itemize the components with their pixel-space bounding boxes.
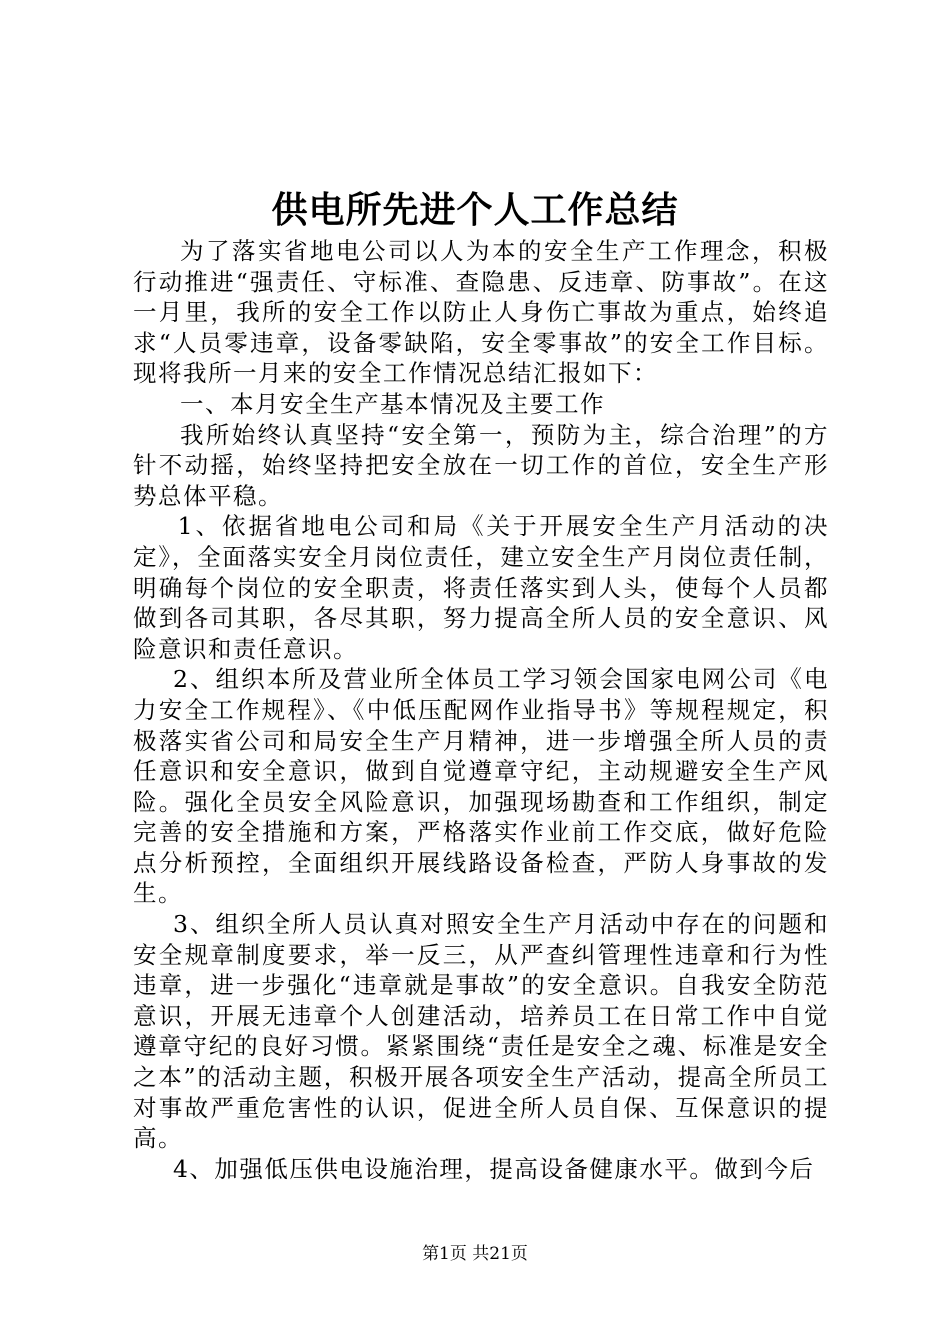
paragraph-item-4: 4、加强低压供电设施治理，提高设备健康水平。做到今后 — [172, 1154, 815, 1183]
paragraph-overview: 我所始终认真坚持“安全第一，预防为主，综合治理”的方针不动摇，始终坚持把安全放在一切工作的首位，安全生产形势总体平稳。 — [133, 420, 829, 510]
paragraph-item-1: 1、依据省地电公司和局《关于开展安全生产月活动的决定》，全面落实安全月岗位责任，建立安全生产月岗位责任制，明确每个岗位的安全职责，将责任落实到人头，使每个人员都做到各司其职，各尽其职，努力提高全所人员的安全意识、风险意识和责任意识。 — [133, 512, 829, 663]
paragraph-intro: 为了落实省地电公司以人为本的安全生产工作理念，积极行动推进“强责任、守标准、查隐患、反违章、防事故”。在这一月里，我所的安全工作以防止人身伤亡事故为重点，始终追求“人员零违章，设备零缺陷，安全零事故”的安全工作目标。现将我所一月来的安全工作情况总结汇报如下： — [133, 237, 829, 388]
document-body — [133, 236, 829, 1184]
paragraph-item-3: 3、组织全所人员认真对照安全生产月活动中存在的问题和安全规章制度要求，举一反三，从严查纠管理性违章和行为性违章，进一步强化“违章就是事故”的安全意识。自我安全防范意识，开展无违章个人创建活动，培养员工在日常工作中自觉遵章守纪的良好习惯。紧紧围绕“责任是安全之魂、标准是安全之本”的活动主题，积极开展各项安全生产活动，提高全所员工对事故严重危害性的认识，促进全所人员自保、互保意识的提高。 — [133, 910, 829, 1153]
paragraph-item-2: 2、组织本所及营业所全体员工学习领会国家电网公司《电力安全工作规程》、《中低压配网作业指导书》等规程规定，积极落实省公司和局安全生产月精神，进一步增强全所人员的责任意识和安全意识，做到自觉遵章守纪，主动规避安全生产风险。强化全员安全风险意识，加强现场勘查和工作组织，制定完善的安全措施和方案，严格落实作业前工作交底，做好危险点分析预控，全面组织开展线路设备检查，严防人身事故的发生。 — [133, 665, 829, 908]
page-number: 第1页 共21页 — [422, 1244, 528, 1264]
document-title: 供电所先进个人工作总结 — [271, 189, 679, 231]
section-heading: 一、本月安全生产基本情况及主要工作 — [180, 389, 605, 418]
